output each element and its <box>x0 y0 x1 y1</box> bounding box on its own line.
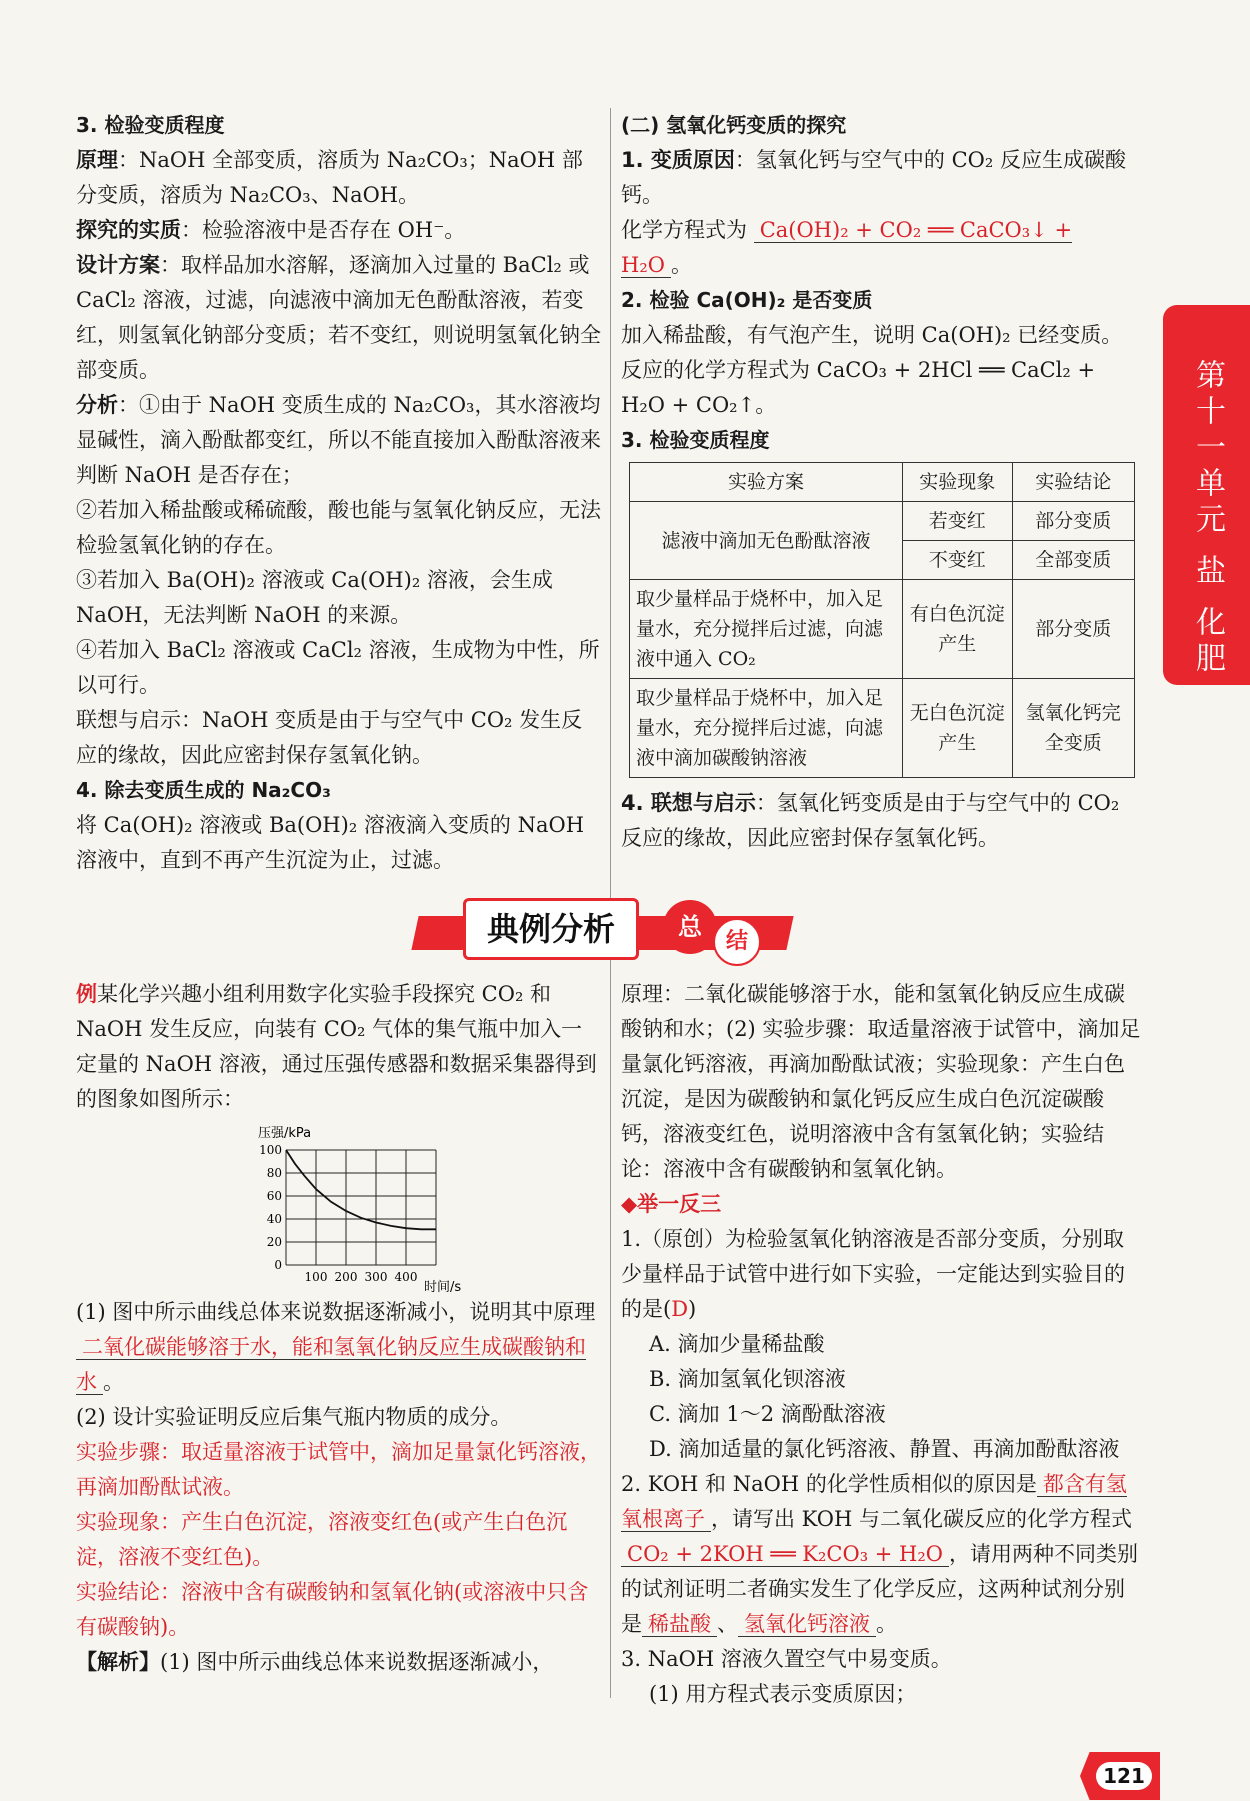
cause-text: ：氢氧化钙与空气中的 CO₂ 反应生成碳酸钙。 <box>621 148 1126 207</box>
practice-q2-separator: 、 <box>717 1612 738 1636</box>
removal-paragraph: 将 Ca(OH)₂ 溶液或 Ba(OH)₂ 溶液滴入变质的 NaOH 溶液中，直到不再产生沉淀为止，过滤。 <box>76 813 585 872</box>
practice-q1 <box>621 1222 1144 1327</box>
check-paragraph-2: 反应的化学方程式为 CaCO₃ + 2HCl ══ CaCl₂ + H₂O + CO₂↑。 <box>621 358 1096 417</box>
part-2-title: (二) 氢氧化钙变质的探究 <box>621 113 847 137</box>
table-cell: 取少量样品于烧杯中，加入足量水，充分搅拌后过滤，向滤液中通入 CO₂ <box>630 580 903 679</box>
table-cell: 滤液中滴加无色酚酞溶液 <box>630 502 903 580</box>
left-column <box>76 108 601 878</box>
chapter-tab-label: 第十一单元 盐 化肥 <box>1190 359 1225 679</box>
option-b: B. 滴加氢氧化钡溶液 <box>649 1367 846 1391</box>
analysis-line <box>76 1645 601 1680</box>
chart-x-tick: 100 <box>304 1270 328 1284</box>
right-column <box>621 108 1144 856</box>
example-right <box>621 977 1144 1712</box>
practice-q1-stem: 1.（原创）为检验氢氧化钠溶液是否部分变质，分别取少量样品于试管中进行如下实验，一定能达到实验目的的是( <box>621 1227 1125 1321</box>
chart-y-tick: 60 <box>266 1189 282 1203</box>
table-header: 实验现象 <box>903 463 1013 502</box>
chart-y-tick: 80 <box>266 1166 282 1180</box>
analysis-point-2: ②若加入稀盐酸或稀硫酸，酸也能与氢氧化钠反应，无法检验氢氧化钠的存在。 <box>76 498 601 557</box>
table-row <box>630 580 1135 679</box>
equation-prefix: 化学方程式为 <box>621 218 747 242</box>
check-title: 2. 检验 Ca(OH)₂ 是否变质 <box>621 288 873 312</box>
chart-x-tick: 400 <box>394 1270 418 1284</box>
practice-q2-answer-2: CO₂ + 2KOH ══ K₂CO₃ + H₂O <box>621 1542 949 1567</box>
analysis-continued: 原理：二氧化碳能够溶于水，能和氢氧化钠反应生成碳酸钠和水；(2) 实验步骤：取适量溶液于试管中，滴加足量氯化钙溶液，再滴加酚酞试液；实验现象：产生白色沉淀，是因为碳酸钠和氯化钙反应生成白色沉淀碳酸钙，溶液变红色，说明溶液中含有氢氧化钠；实验结论：溶液中含有碳酸钠和氢氧化钠。 <box>621 982 1141 1181</box>
essence-label: 探究的实质 <box>76 218 181 242</box>
principle-paragraph <box>76 143 601 213</box>
cause-label: 1. 变质原因 <box>621 148 735 172</box>
analysis-point-3: ③若加入 Ba(OH)₂ 溶液或 Ca(OH)₂ 溶液，会生成 NaOH，无法判断 NaOH 的来源。 <box>76 568 553 627</box>
practice-q3: 3. NaOH 溶液久置空气中易变质。 <box>621 1647 952 1671</box>
essence-paragraph <box>76 213 601 248</box>
principle-text: ：NaOH 全部变质，溶质为 Na₂CO₃；NaOH 部分变质，溶质为 Na₂CO₃、NaOH。 <box>76 148 583 207</box>
chart-y-tick: 20 <box>266 1235 282 1249</box>
table-cell: 氢氧化钙完全变质 <box>1012 679 1134 778</box>
chart-y-tick: 100 <box>259 1143 282 1157</box>
table-cell: 有白色沉淀产生 <box>903 580 1013 679</box>
cause-paragraph <box>621 143 1144 213</box>
table-cell: 不变红 <box>903 541 1013 580</box>
analysis-mark: 【解析】 <box>76 1650 160 1674</box>
chart-x-label: 时间/s <box>424 1280 462 1295</box>
equation-line: 化学方程式为 Ca(OH)₂ + CO₂ ══ CaCO₃↓ + H₂O 。 <box>621 218 1073 277</box>
option-a: A. 滴加少量稀盐酸 <box>649 1332 825 1356</box>
chart-ticks <box>259 1143 417 1284</box>
analysis-start: (1) 图中所示曲线总体来说数据逐渐减小， <box>160 1650 554 1674</box>
question-1-answer: 二氧化碳能够溶于水，能和氢氧化钠反应生成碳酸钠和水 <box>76 1335 586 1394</box>
answer-phenomenon: 实验现象：产生白色沉淀，溶液变红色(或产生白色沉淀，溶液不变红色)。 <box>76 1510 568 1569</box>
banner-title: 典例分析 <box>463 898 639 960</box>
analysis-text: ：①由于 NaOH 变质生成的 Na₂CO₃，其水溶液均显碱性，滴入酚酞都变红，所以不能直接加入酚酞溶液来判断 NaOH 是否存在； <box>76 393 601 487</box>
insight-ca-label: 4. 联想与启示 <box>621 791 756 815</box>
principle-label: 原理 <box>76 148 118 172</box>
design-label: 设计方案 <box>76 253 160 277</box>
degree-table <box>629 462 1135 778</box>
answer-conclusion: 实验结论：溶液中含有碳酸钠和氢氧化钠(或溶液中只含有碳酸钠)。 <box>76 1580 589 1639</box>
practice-q2-text-a: 2. KOH 和 NaOH 的化学性质相似的原因是 <box>621 1472 1037 1496</box>
practice-q2-text-b: ，请写出 KOH 与二氧化碳反应的化学方程式 <box>711 1507 1133 1531</box>
section-banner <box>415 898 790 966</box>
practice-q2-answer-1: 都含有氢氧根离子 <box>621 1472 1127 1531</box>
design-paragraph <box>76 248 601 388</box>
table-header: 实验方案 <box>630 463 903 502</box>
analysis-paragraph <box>76 388 601 493</box>
insight-ca-paragraph <box>621 786 1144 856</box>
banner-badge-2: 结 <box>713 918 761 966</box>
check-paragraph-1: 加入稀盐酸，有气泡产生，说明 Ca(OH)₂ 已经变质。 <box>621 323 1123 347</box>
practice-q2-text-c: ，请用两种不同类别的试剂证明二者确实发生了化学反应，这两种试剂分别是 <box>621 1542 1139 1636</box>
design-text: ：取样品加水溶解，逐滴加入过量的 BaCl₂ 或 CaCl₂ 溶液，过滤，向滤液中滴加无色酚酞溶液，若变红，则氢氧化钠部分变质；若不变红，则说明氢氧化钠全部变质。 <box>76 253 601 382</box>
chart-y-label: 压强/kPa <box>258 1126 312 1141</box>
essence-text: ：检验溶液中是否存在 OH⁻。 <box>181 218 466 242</box>
chart-x-tick: 300 <box>364 1270 388 1284</box>
practice-q1-close: ) <box>688 1297 697 1321</box>
practice-q2-end: 。 <box>876 1612 897 1636</box>
table-cell: 部分变质 <box>1012 580 1134 679</box>
option-d: D. 滴加适量的氯化钙溶液、静置、再滴加酚酞溶液 <box>649 1437 1120 1461</box>
table-row <box>630 502 1135 541</box>
question-2: (2) 设计实验证明反应后集气瓶内物质的成分。 <box>76 1405 512 1429</box>
insight-paragraph: 联想与启示：NaOH 变质是由于与空气中 CO₂ 发生反应的缘故，因此应密封保存氢氧化钠。 <box>76 708 583 767</box>
chapter-tab <box>1163 305 1250 685</box>
question-1: (1) 图中所示曲线总体来说数据逐渐减小，说明其中原理二氧化碳能够溶于水，能和氢氧化钠反应生成碳酸钠和水 。 <box>76 1300 596 1394</box>
section-3-title: 3. 检验变质程度 <box>76 113 225 137</box>
banner-badge: 总 <box>663 900 717 954</box>
analysis-point-4: ④若加入 BaCl₂ 溶液或 CaCl₂ 溶液，生成物为中性，所以可行。 <box>76 638 600 697</box>
example-mark: 例 <box>76 982 97 1006</box>
practice-q3-1: (1) 用方程式表示变质原因； <box>649 1682 917 1706</box>
equation-answer: Ca(OH)₂ + CO₂ ══ CaCO₃↓ + H₂O <box>621 218 1073 277</box>
practice-q1-answer: D <box>671 1297 689 1321</box>
practice-title: ◆举一反三 <box>621 1192 722 1216</box>
table-cell: 取少量样品于烧杯中，加入足量水，充分搅拌后过滤，向滤液中滴加碳酸钠溶液 <box>630 679 903 778</box>
answer-step: 实验步骤：取适量溶液于试管中，滴加足量氯化钙溶液，再滴加酚酞试液。 <box>76 1440 601 1499</box>
table-header-row <box>630 463 1135 502</box>
table-cell: 若变红 <box>903 502 1013 541</box>
table-header: 实验结论 <box>1012 463 1134 502</box>
chart-y-tick: 40 <box>266 1212 282 1226</box>
table-cell: 部分变质 <box>1012 502 1134 541</box>
table-cell: 全部变质 <box>1012 541 1134 580</box>
chart-grid <box>286 1150 436 1265</box>
insight-ca-text: ：氢氧化钙变质是由于与空气中的 CO₂ 反应的缘故，因此应密封保存氢氧化钙。 <box>621 791 1120 850</box>
example-intro-text: 某化学兴趣小组利用数字化实验手段探究 CO₂ 和 NaOH 发生反应，向装有 CO₂ 气体的集气瓶中加入一定量的 NaOH 溶液，通过压强传感器和数据采集器得到的图象如图所示： <box>76 982 597 1111</box>
example-intro <box>76 977 601 1117</box>
page-number <box>1080 1752 1160 1800</box>
analysis-label: 分析 <box>76 393 118 417</box>
chart-x-tick: 200 <box>334 1270 358 1284</box>
practice-q2-answer-4: 氢氧化钙溶液 <box>738 1612 876 1637</box>
practice-q2-answer-3: 稀盐酸 <box>642 1612 717 1637</box>
table-cell: 无白色沉淀产生 <box>903 679 1013 778</box>
degree-title: 3. 检验变质程度 <box>621 428 770 452</box>
table-row <box>630 679 1135 778</box>
example-left <box>76 977 601 1680</box>
pressure-chart <box>256 1125 466 1295</box>
pressure-curve <box>286 1150 436 1229</box>
practice-q2 <box>621 1467 1144 1642</box>
option-c: C. 滴加 1～2 滴酚酞溶液 <box>649 1402 886 1426</box>
question-1-text: (1) 图中所示曲线总体来说数据逐渐减小，说明其中原理 <box>76 1300 596 1324</box>
section-4-title: 4. 除去变质生成的 Na₂CO₃ <box>76 778 331 802</box>
page-number-label: 121 <box>1096 1762 1152 1790</box>
chart-y-tick: 0 <box>274 1258 282 1272</box>
